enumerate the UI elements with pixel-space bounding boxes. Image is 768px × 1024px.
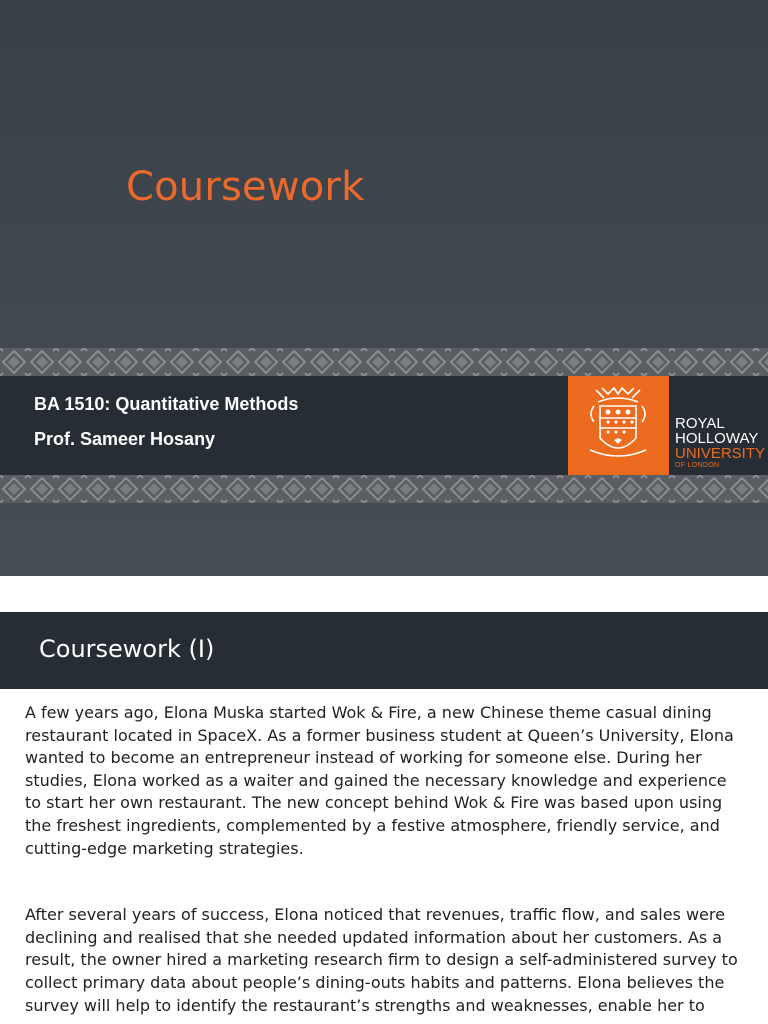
university-name-line2: HOLLOWAY <box>675 430 759 447</box>
content-slide-header <box>0 612 768 689</box>
university-name-line4: OF LONDON <box>675 462 720 469</box>
course-info-band <box>0 376 768 475</box>
decorative-pattern-band-bottom <box>0 475 768 503</box>
paragraph-2: After several years of success, Elona noticed that revenues, traffic flow, and sales were declining and realised that she needed updated information about her customers. As a result, the owner hired a marketing research firm to design a self-administered survey to collect primary data about people’s dining-outs habits and patterns. Elona believes the survey will help to identify the restaurant’s strengths and weaknesses, enable her to <box>25 905 738 1015</box>
crest-icon <box>588 384 648 466</box>
university-name <box>675 416 765 470</box>
paragraph-1: A few years ago, Elona Muska started Wok & Fire, a new Chinese theme casual dining restaurant located in SpaceX. As a former business student at Queen’s University, Elona wanted to become an entrepreneur instead of working for someone else. During her studies, Elona worked as a waiter and gained the necessary knowledge and experience to start her own restaurant. The new concept behind Wok & Fire was based upon using the freshest ingredients, complemented by a festive atmosphere, friendly service, and cutting-edge marketing strategies. <box>25 703 734 858</box>
university-name-line3: UNIVERSITY <box>675 445 766 462</box>
course-code: BA 1510: Quantitative Methods <box>34 394 299 414</box>
content-slide-body <box>25 702 745 1017</box>
professor-name: Prof. Sameer Hosany <box>34 429 216 449</box>
decorative-pattern-band-top <box>0 348 768 376</box>
content-slide-title: Coursework (I) <box>39 635 215 663</box>
university-name-line1: ROYAL <box>675 415 725 432</box>
university-crest-logo <box>568 376 669 475</box>
slide-title: Coursework <box>126 164 365 210</box>
